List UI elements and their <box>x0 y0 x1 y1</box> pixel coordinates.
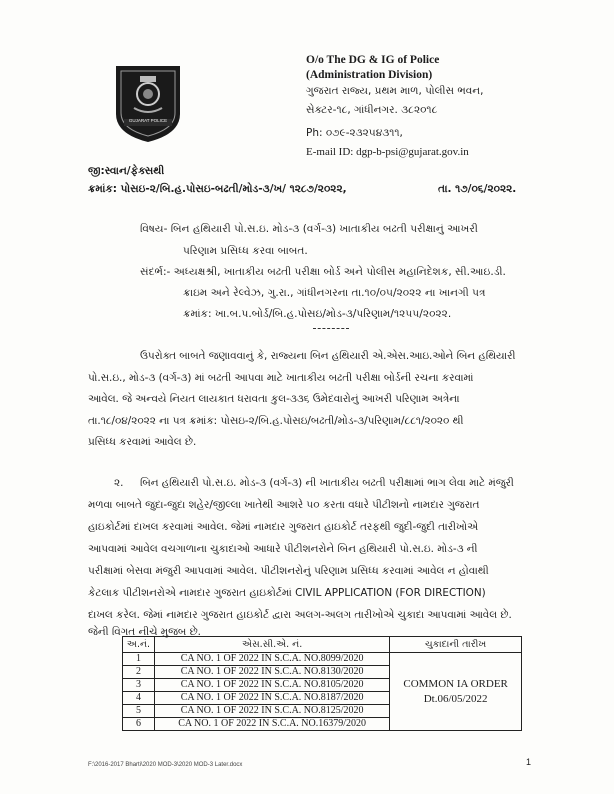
para2-line-3: હાઇકોર્ટમાં દાખલ કરવામાં આવેલ. જેમાં નામદાર ગુજરાત હાઇકોર્ટ તરફથી જુદી-જુદી તારીખોએ <box>88 521 479 533</box>
header-serial: અ.નં. <box>123 637 155 653</box>
para2-line-1: બિન હથિયારી પો.સ.ઇ. મોડ-૩ (વર્ગ-૩) ની ખાતાકીય બઢતી પરીક્ષામાં ભાગ લેવા માટે મંજુરી <box>140 477 514 489</box>
row-case: CA NO. 1 OF 2022 IN S.C.A. NO.8130/2020 <box>154 666 389 679</box>
row-serial: 2 <box>123 666 155 679</box>
context-line-3: ક્રમાંક: ખા.બ.પ.બોર્ડ/બિ.હ.પોસઇ/મોડ-૩/પરિણામ/૧૨૫૫/૨૦૨૨. <box>183 308 452 320</box>
email-address: E-mail ID: dgp-b-psi@gujarat.gov.in <box>306 146 469 158</box>
separator <box>313 328 349 329</box>
order-date: Dt.06/05/2022 <box>423 692 488 705</box>
header-case-number: એસ.સી.એ. નં. <box>154 637 389 653</box>
context-line-1: સંદર્ભ:- અધ્યક્ષશ્રી, ખાતાકીય બઢતી પરીક્ષા બોર્ડ અને પોલીસ મહાનિદેશક, સી.આઇ.ડી. <box>140 266 506 278</box>
row-serial: 4 <box>123 692 155 705</box>
row-serial: 6 <box>123 718 155 731</box>
logo-caption: GUJARAT POLICE <box>128 118 168 123</box>
dispatch-mode: જી:સ્વાન/ફેક્સથી <box>88 165 165 177</box>
context-line-2: ક્રાઇમ અને રેલ્વેઝ, ગુ.રા., ગાંધીનગરના તા.૧૦/૦૫/૨૦૨૨ ના ખાનગી પત્ર <box>183 287 486 299</box>
address-line-2: સેક્ટર-૧૮, ગાંધીનગર. ૩૮૨૦૧૮ <box>306 104 438 116</box>
row-serial: 1 <box>123 653 155 666</box>
para1-line-1: ઉપરોક્ત બાબતે જણાવવાનું કે, રાજ્યના બિન હથિયારી એ.એસ.આઇ.ઓને બિન હથિયારી <box>140 350 516 362</box>
para2-line-2: મળવા બાબતે જુદા-જુદા શહેર/જીલ્લા ખાતેથી આશરે ૫૦ કરતા વધારે પીટીશનો નામદાર ગુજરાત <box>88 499 480 511</box>
para2-number: ૨. <box>114 477 124 489</box>
para2-line-5: પરીક્ષામાં બેસવા મંજુરી આપવામાં આવેલ. પીટીશનરોનું પરિણામ પ્રસિધ્ધ કરવામાં આવેલ ન હોવાથી <box>88 565 489 577</box>
table-row <box>123 653 522 666</box>
para1-line-3: આવેલ. જે અન્વયે નિયત લાયકાત ધરાવતા કુલ-૩૩૬ ઉમેદવારોનું આખરી પરિણામ અત્રેના <box>88 393 460 405</box>
page-number: 1 <box>526 757 532 767</box>
common-order-cell <box>390 653 522 731</box>
row-case: CA NO. 1 OF 2022 IN S.C.A. NO.8105/2020 <box>154 679 389 692</box>
footer-file-path: F:\2016-2017 Bharti\2020 MOD-3\2020 MOD-3 Later.docx <box>88 762 243 768</box>
para2-line-4: આપવામાં આવેલ વચગાળાના ચુકાદાઓ આધારે પીટીશનરોને બિન હથિયારી પો.સ.ઇ. મોડ-૩ ની <box>88 543 478 555</box>
para2-line-7: દાખલ કરેલ. જેમાં નામદાર ગુજરાત હાઇકોર્ટ દ્વારા અલગ-અલગ તારીખોએ ચુકાદા આપવામાં આવેલ છે. <box>88 609 512 621</box>
para1-line-5: પ્રસિધ્ધ કરવામાં આવેલ છે. <box>88 436 197 448</box>
subject-line-1: વિષય- બિન હથિયારી પો.સ.ઇ. મોડ-૩ (વર્ગ-૩) ખાતાકીય બઢતી પરીક્ષાનું આખરી <box>140 223 478 235</box>
para1-line-2: પો.સ.ઇ., મોડ-૩ (વર્ગ-૩) માં બઢતી આપવા માટે ખાતાકીય બઢતી પરીક્ષા બોર્ડની રચના કરવામાં <box>88 372 474 384</box>
address-line-1: ગુજરાત રાજ્ય, પ્રથમ માળ, પોલીસ ભવન, <box>306 85 484 97</box>
table-header-row <box>123 637 522 653</box>
row-case: CA NO. 1 OF 2022 IN S.C.A. NO.8125/2020 <box>154 705 389 718</box>
office-division: (Administration Division) <box>306 69 433 81</box>
subject-line-2: પરિણામ પ્રસિધ્ધ કરવા બાબત. <box>183 245 308 257</box>
case-table <box>122 636 522 731</box>
header-judgment-date: ચુકાદાની તારીખ <box>390 637 522 653</box>
para1-line-4: તા.૧૮/૦૪/૨૦૨૨ ના પત્ર ક્રમાંક: પોસઇ-૨/બિ.હ.પોસઇ/બઢતી/મોડ-૩/પરિણામ/૮૮૧/૨૦૨૦ થી <box>88 415 464 427</box>
reference-number: ક્રમાંક: પોસઇ-૨/બિ.હ.પોસઇ-બઢતી/મોડ-૩/ખ/ ૧૨૮૭/૨૦૨૨, <box>88 183 347 195</box>
row-case: CA NO. 1 OF 2022 IN S.C.A. NO.8099/2020 <box>154 653 389 666</box>
reference-date: તા. ૧૭/૦૬/૨૦૨૨. <box>438 183 517 195</box>
row-serial: 3 <box>123 679 155 692</box>
para2-line-8: જેની વિગત નીચે મુજબ છે. <box>88 626 201 638</box>
phone-number: Ph: ૦૭૯-૨૩૨૫૪૩૧૧, <box>306 127 403 139</box>
gujarat-police-logo <box>112 62 184 144</box>
row-serial: 5 <box>123 705 155 718</box>
row-case: CA NO. 1 OF 2022 IN S.C.A. NO.8187/2020 <box>154 692 389 705</box>
office-name: O/o The DG & IG of Police <box>306 54 440 66</box>
para2-line-6: કેટલાક પીટીશનરોએ નામદાર ગુજરાત હાઇકોર્ટમાં CIVIL APPLICATION (FOR DIRECTION) <box>88 587 486 599</box>
row-case: CA NO. 1 OF 2022 IN S.C.A. NO.16379/2020 <box>154 718 389 731</box>
order-title: COMMON IA ORDER <box>403 677 508 690</box>
